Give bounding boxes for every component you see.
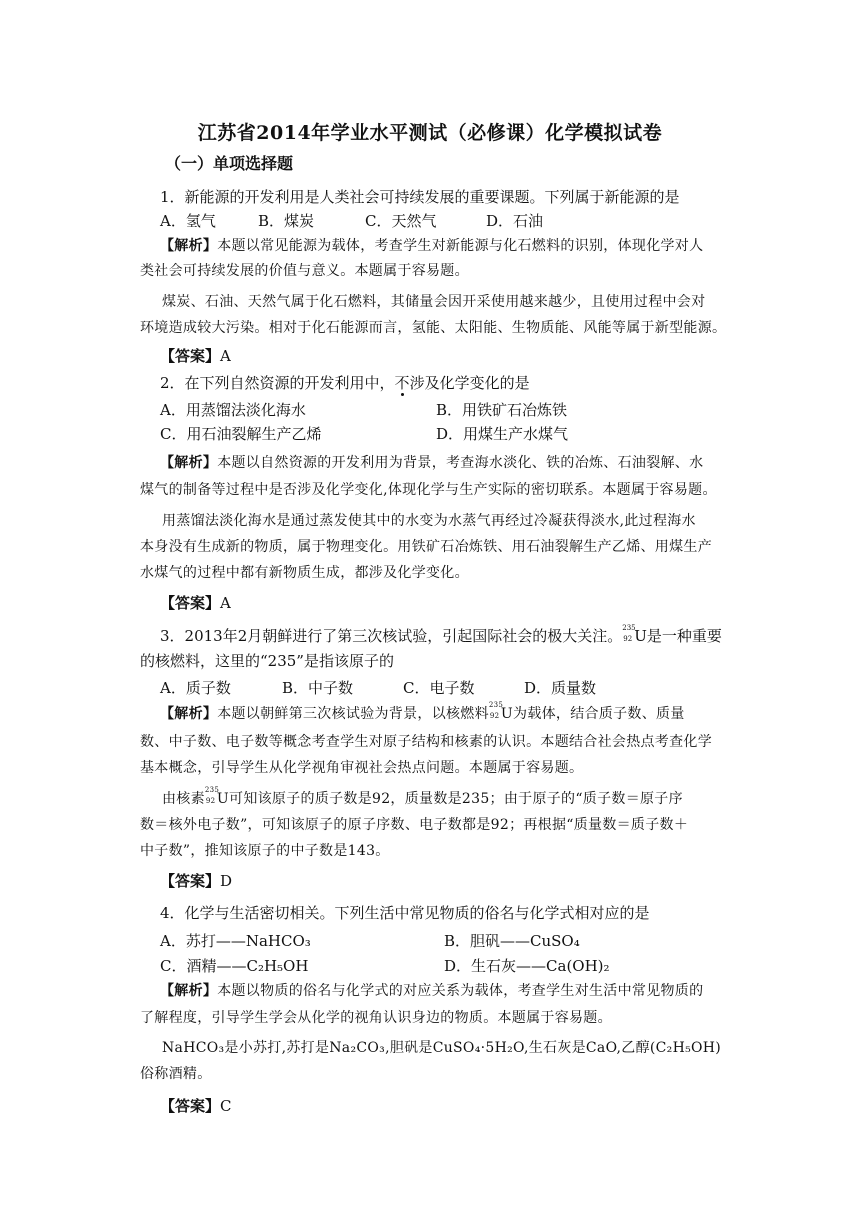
q3-analysis-line-4 xyxy=(162,786,683,809)
answer-label: 【答案】 xyxy=(160,872,221,890)
analysis-label: 【解析】 xyxy=(160,455,218,471)
q2-analysis-text-1: 本题以自然资源的开发利用为背景，考查海水淡化、铁的冶炼、石油裂解、水 xyxy=(217,455,704,471)
q4-answer xyxy=(160,1096,232,1116)
q4-option-b: B．胆矾——CuSO₄ xyxy=(444,932,580,950)
q2-stem-post: 涉及化学变化的是 xyxy=(409,374,530,392)
q3-analysis-line-5: 数＝核外电子数”，可知该原子的原子序数、电子数都是92；再根据“质量数＝质子数＋ xyxy=(140,817,689,833)
answer-label: 【答案】 xyxy=(160,1097,221,1115)
q3-analysis-line-3: 基本概念，引导学生从化学视角审视社会热点问题。本题属于容易题。 xyxy=(140,760,584,776)
q2-stem-pre: 2．在下列自然资源的开发利用中， xyxy=(160,374,395,392)
analysis-label: 【解析】 xyxy=(160,983,218,999)
q4-analysis-line-3: NaHCO₃是小苏打,苏打是Na₂CO₃,胆矾是CuSO₄·5H₂O,生石灰是CaO,乙醇(C₂H₅OH) xyxy=(162,1040,722,1056)
q1-analysis-line-2: 类社会可持续发展的价值与意义。本题属于容易题。 xyxy=(140,263,469,279)
section-heading: （一）单项选择题 xyxy=(165,154,294,173)
q2-option-a: A．用蒸馏法淡化海水 xyxy=(160,401,306,419)
nuclide-symbol xyxy=(488,701,504,720)
q2-option-b: B．用铁矿石冶炼铁 xyxy=(436,401,568,419)
q4-option-d: D．生石灰——Ca(OH)₂ xyxy=(444,957,610,975)
q2-analysis-line-5: 水煤气的过程中都有新物质生成，都涉及化学变化。 xyxy=(140,565,469,581)
q3-analysis-line-1 xyxy=(160,701,685,724)
q4-option-a: A．苏打——NaHCO₃ xyxy=(160,932,311,950)
q1-option-b: B．煤炭 xyxy=(258,212,315,230)
q4-analysis-line-2: 了解程度，引导学生学会从化学的视角认识身边的物质。本题属于容易题。 xyxy=(140,1010,612,1026)
q1-analysis-text-1: 本题以常见能源为载体，考查学生对新能源与化石燃料的识别，体现化学对人 xyxy=(217,238,704,254)
nuclide-atomic-number: 92 xyxy=(489,712,500,720)
analysis-label: 【解析】 xyxy=(160,238,218,254)
q2-option-d: D．用煤生产水煤气 xyxy=(436,425,569,443)
nuclide-atomic-number: 92 xyxy=(623,635,633,643)
q1-analysis-line-3: 煤炭、石油、天然气属于化石燃料，其储量会因开采使用越来越少，且使用过程中会对 xyxy=(162,294,706,310)
q1-analysis-line-4: 环境造成较大污染。相对于化石能源而言，氢能、太阳能、生物质能、风能等属于新型能源。 xyxy=(140,320,727,336)
q3-stem-line-2: 的核燃料，这里的“235”是指该原子的 xyxy=(140,652,394,670)
q1-option-d: D．石油 xyxy=(486,212,544,230)
nuclide-atomic-number: 92 xyxy=(205,797,216,805)
q4-answer-value: C xyxy=(220,1097,232,1115)
q2-analysis-line-3: 用蒸馏法淡化海水是通过蒸发使其中的水变为水蒸气再经过冷凝获得淡水,此过程海水 xyxy=(162,513,696,529)
q3-answer-value: D xyxy=(220,872,233,890)
q3-stem-post: 是一种重要 xyxy=(646,627,722,645)
q3-stem-pre: 3．2013年2月朝鲜进行了第三次核试验，引起国际社会的极大关注。 xyxy=(160,627,623,645)
q3-analysis-text-1-post: 为载体，结合质子数、质量 xyxy=(513,706,685,722)
q4-analysis-line-4: 俗称酒精。 xyxy=(140,1066,212,1082)
q4-analysis-line-1 xyxy=(160,981,703,1001)
nuclide-symbol xyxy=(622,624,636,643)
q3-stem-line-1 xyxy=(160,626,722,646)
q2-analysis-line-4: 本身没有生成新的物质，属于物理变化。用铁矿石冶炼铁、用石油裂解生产乙烯、用煤生产 xyxy=(140,539,712,555)
q1-answer-value: A xyxy=(220,347,231,365)
q4-analysis-text-1: 本题以物质的俗名与化学式的对应关系为载体，考查学生对生活中常见物质的 xyxy=(217,983,704,999)
q1-answer xyxy=(160,346,231,366)
q3-option-d: D．质量数 xyxy=(524,679,597,697)
q3-option-c: C．电子数 xyxy=(403,679,475,697)
q3-analysis-text-4-post: 可知该原子的质子数是92，质量数是235；由于原子的“质子数＝原子序 xyxy=(229,791,683,807)
q2-analysis-line-1 xyxy=(160,453,703,473)
q2-stem xyxy=(160,373,530,393)
nuclide-mass-number: 235 xyxy=(488,701,504,709)
document-title: 江苏省2014年学业水平测试（必修课）化学模拟试卷 xyxy=(197,122,663,144)
q2-analysis-line-2: 煤气的制备等过程中是否涉及化学变化,体现化学与生产实际的密切联系。本题属于容易题。 xyxy=(140,482,717,498)
nuclide-element: U xyxy=(634,627,647,645)
q3-analysis-line-2: 数、中子数、电子数等概念考查学生对原子结构和核素的认识。本题结合社会热点考查化学 xyxy=(140,734,712,750)
nuclide-mass-number: 235 xyxy=(622,624,636,632)
answer-label: 【答案】 xyxy=(160,347,221,365)
nuclide-symbol xyxy=(204,786,220,805)
q3-analysis-text-1-pre: 本题以朝鲜第三次核试验为背景，以核燃料 xyxy=(217,706,489,722)
q2-stem-emphasis: 不 xyxy=(394,374,410,392)
nuclide-element: U xyxy=(500,706,514,722)
q3-option-a: A．质子数 xyxy=(160,679,231,697)
q4-option-c: C．酒精——C₂H₅OH xyxy=(160,957,309,975)
analysis-label: 【解析】 xyxy=(160,706,218,722)
q4-stem: 4．化学与生活密切相关。下列生活中常见物质的俗名与化学式相对应的是 xyxy=(160,904,650,922)
q1-option-a: A．氢气 xyxy=(160,212,216,230)
q1-analysis-line-1 xyxy=(160,236,703,256)
q3-analysis-line-6: 中子数”，推知该原子的中子数是143。 xyxy=(140,843,390,859)
nuclide-element: U xyxy=(216,791,230,807)
q3-answer xyxy=(160,871,232,891)
q1-option-c: C．天然气 xyxy=(365,212,437,230)
answer-label: 【答案】 xyxy=(160,594,221,612)
q3-option-b: B．中子数 xyxy=(282,679,354,697)
nuclide-mass-number: 235 xyxy=(204,786,220,794)
q1-stem: 1．新能源的开发利用是人类社会可持续发展的重要课题。下列属于新能源的是 xyxy=(160,188,680,206)
q2-answer xyxy=(160,593,231,613)
q2-answer-value: A xyxy=(220,594,231,612)
q3-analysis-text-4-pre: 由核素 xyxy=(162,791,205,807)
q2-option-c: C．用石油裂解生产乙烯 xyxy=(160,425,322,443)
